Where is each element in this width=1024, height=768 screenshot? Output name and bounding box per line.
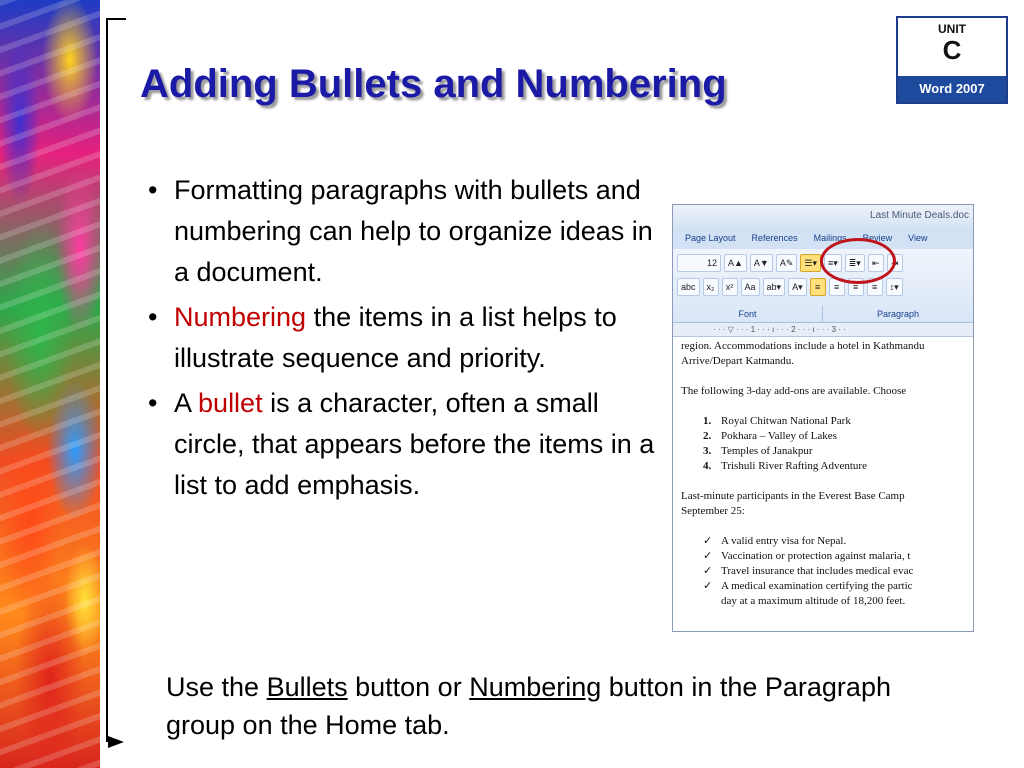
checkmark-icon: ✓ — [703, 580, 713, 592]
justify-icon[interactable]: ≡ — [867, 278, 883, 296]
numbered-list — [681, 414, 965, 474]
align-center-icon[interactable]: ≡ — [829, 278, 845, 296]
word-title-bar: Last Minute Deals.doc — [673, 205, 973, 227]
highlight-circle — [820, 238, 896, 284]
unit-badge — [896, 16, 1008, 104]
frame-top-line — [106, 18, 126, 20]
multilevel-list-button[interactable]: ≣▾ — [845, 254, 865, 272]
bullet-highlight: bullet — [198, 388, 263, 418]
list-item: ✓ Vaccination or protection against malaria, t — [703, 550, 911, 562]
doc-line: Arrive/Depart Katmandu. — [681, 355, 795, 367]
superscript-icon[interactable]: x² — [722, 278, 738, 296]
list-item: 3. Temples of Janakpur — [703, 445, 813, 457]
bullets-button[interactable]: ☰▾ — [800, 254, 821, 272]
checkmark-icon: ✓ — [703, 565, 713, 577]
bullet-item-2 — [148, 297, 660, 379]
numbering-link: Numbering — [469, 672, 602, 702]
tab-mailings[interactable]: Mailings — [813, 233, 847, 243]
bullet-dot-icon: • — [148, 175, 158, 205]
tab-view[interactable]: View — [908, 233, 928, 243]
doc-line: The following 3-day add-ons are available. Choose — [681, 385, 907, 397]
font-color-icon[interactable]: A▾ — [788, 278, 807, 296]
bullet-dot-icon: • — [148, 388, 158, 418]
bullet-text: the items in a list helps to illustrate sequence and priority. — [174, 302, 617, 373]
align-left-icon[interactable]: ≡ — [810, 278, 826, 296]
line-spacing-icon[interactable]: ↕▾ — [886, 278, 903, 296]
increase-indent-icon[interactable]: ⇥ — [887, 254, 903, 272]
bullet-prefix: A — [174, 388, 199, 418]
unit-badge-top — [898, 18, 1006, 76]
bullet-item-1 — [148, 170, 660, 293]
ribbon-group-labels — [673, 306, 973, 322]
decorative-paint-strip — [0, 0, 100, 768]
bullet-highlight: Numbering — [174, 302, 307, 332]
tab-page-layout[interactable]: Page Layout — [685, 233, 736, 243]
highlight-icon[interactable]: ab▾ — [763, 278, 786, 296]
numbering-button[interactable]: ≡▾ — [824, 254, 842, 272]
bullet-dot-icon: • — [148, 302, 158, 332]
checked-list — [681, 534, 965, 609]
frame-arrow-icon — [108, 736, 124, 748]
doc-line: region. Accommodations include a hotel in Kathmandu — [681, 340, 925, 352]
checkmark-icon: ✓ — [703, 550, 713, 562]
checkmark-icon: ✓ — [703, 535, 713, 547]
shrink-font-icon[interactable]: A▼ — [750, 254, 773, 272]
instruction-note: Use the Bullets button or Numbering button in the Paragraph group on the Home tab. — [166, 672, 891, 740]
unit-label: UNIT — [938, 22, 966, 36]
list-item: ✓ Travel insurance that includes medical evac — [703, 565, 914, 577]
list-item: ✓ A valid entry visa for Nepal. — [703, 535, 847, 547]
list-item: 4. Trishuli River Rafting Adventure — [703, 460, 867, 472]
list-item: day at a maximum altitude of 18,200 feet. — [721, 595, 906, 607]
bullet-item-3 — [148, 383, 660, 506]
list-item: ✓ A medical examination certifying the partic — [703, 580, 913, 592]
doc-line: September 25: — [681, 505, 745, 517]
tab-references[interactable]: References — [751, 233, 798, 243]
unit-product: Word 2007 — [898, 76, 1006, 102]
list-item: 1. Royal Chitwan National Park — [703, 415, 851, 427]
word-tab-bar — [673, 227, 973, 249]
unit-letter: C — [942, 35, 962, 65]
tab-review[interactable]: Review — [862, 233, 893, 243]
bullet-text: Formatting paragraphs with bullets and numbering can help to organize ideas in a document. — [174, 175, 653, 287]
ruler: · · · ▽ · · · 1 · · · ı · · · 2 · · · ı · · · 3 · · — [673, 323, 973, 337]
frame-left-line — [106, 18, 108, 742]
align-right-icon[interactable]: ≡ — [848, 278, 864, 296]
grow-font-icon[interactable]: A▲ — [724, 254, 747, 272]
change-case-icon[interactable]: Aa — [741, 278, 760, 296]
bullet-text: is a character, often a small circle, that appears before the items in a list to add emphasis. — [174, 388, 655, 500]
slide-title: Adding Bullets and Numbering — [140, 62, 727, 106]
strikethrough-icon[interactable]: abc — [677, 278, 700, 296]
subscript-icon[interactable]: x₂ — [703, 278, 719, 296]
font-size-box[interactable]: 12 — [677, 254, 721, 272]
doc-line: Last-minute participants in the Everest Base Camp — [681, 490, 905, 502]
decrease-indent-icon[interactable]: ⇤ — [868, 254, 884, 272]
list-item: 2. Pokhara – Valley of Lakes — [703, 430, 837, 442]
bullets-link: Bullets — [266, 672, 348, 702]
bullet-list — [148, 170, 660, 510]
font-group-label: Font — [673, 306, 823, 322]
paragraph-group-label: Paragraph — [876, 309, 920, 319]
clear-format-icon[interactable]: A✎ — [776, 254, 798, 272]
document-body — [673, 337, 973, 611]
